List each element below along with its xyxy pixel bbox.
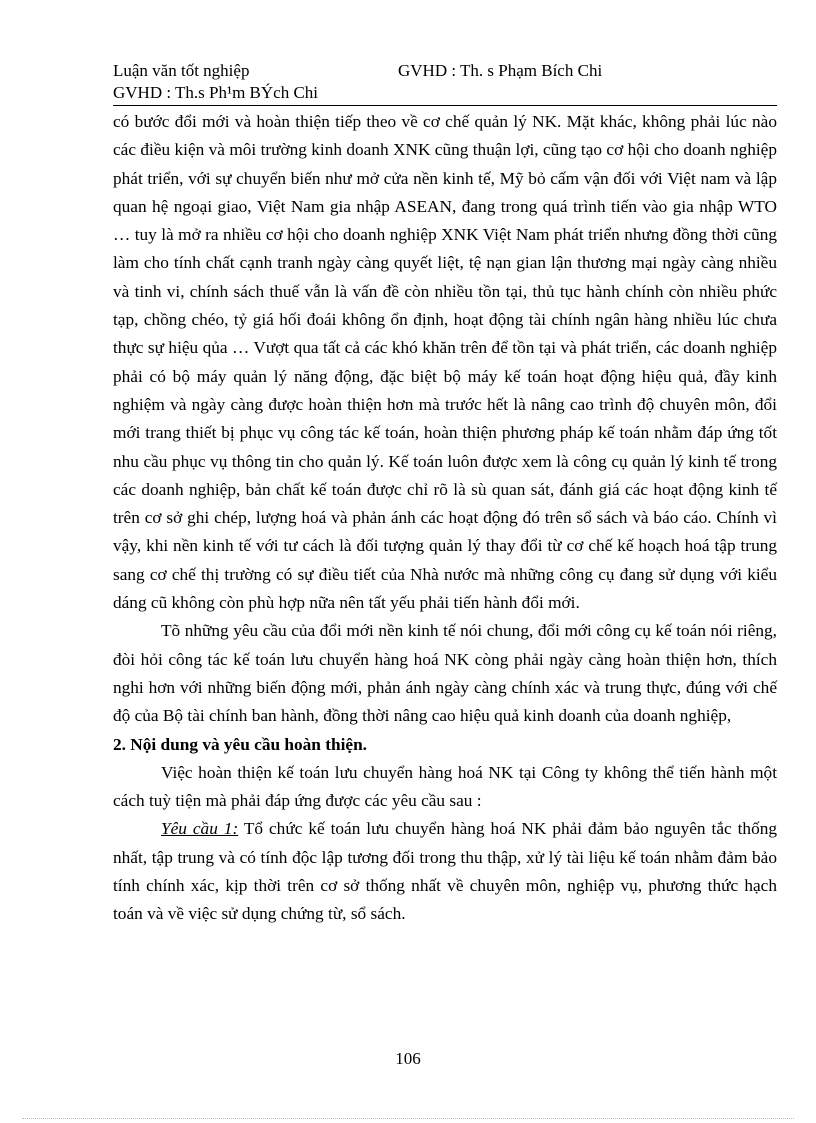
page-number: 106: [395, 1049, 421, 1068]
thesis-label: Luận văn tốt nghiệp: [113, 61, 250, 80]
paragraph-continuation: có bước đổi mới và hoàn thiện tiếp theo về cơ chế quản lý NK. Mặt khác, không phải lúc nào các điều kiện và môi trường kinh doanh XNK cũng thuận lợi, cũng tạo cơ hội cho doanh nghiệp phát triển, với sự chuyển biến như mở cửa nền kinh tế, Mỹ bỏ cấm vận đối với Việt nam và lập quan hệ ngoại giao, Việt Nam gia nhập ASEAN, đang trong quá trình tiến vào gia nhập WTO … tuy là mở ra nhiều cơ hội cho doanh nghiệp XNK Việt Nam phát triển nhưng đồng thời cũng làm cho tính chất cạnh tranh ngày càng quyết liệt, tệ nạn gian lận thương mại ngày càng nhiều và tinh vi, chính sách thuế vẫn là vấn đề còn nhiều tồn tại, thủ tục hành chính còn nhiều phức tạp, chồng chéo, tỷ giá hối đoái không ổn định, hoạt động tài chính ngân hàng nhiều lúc chưa thực sự hiệu qủa … Vượt qua tất cả các khó khăn trên để tồn tại và phát triển, các doanh nghiệp phải có bộ máy quản lý năng động, đặc biệt bộ máy kế toán hoạt động hiệu quả, đầy kinh nghiệm và ngày càng được hoàn thiện hơn mà trước hết là nâng cao trình độ chuyên môn, đổi mới trang thiết bị phục vụ công tác kế toán, hoàn thiện phương pháp kế toán nhằm đáp ứng tốt nhu cầu phục vụ thông tin cho quản lý. Kế toán luôn được xem là công cụ quản lý kinh tế trong các doanh nghiệp, bản chất kế toán được chỉ rõ là sù quan sát, đánh giá các hoạt động kinh tế trên cơ sở ghi chép, lượng hoá và phản ánh các hoạt động đó trên sổ sách và báo cáo. Chính vì vậy, khi nền kinh tế với tư cách là đối tượng quản lý thay đổi từ cơ chế kế hoạch hoá tập trung sang cơ chế thị trường có sự điều tiết của Nhà nước mà những công cụ đang sử dụng với kiểu dáng cũ không còn phù hợp nữa nên tất yếu phải tiến hành đổi mới.: [113, 112, 777, 613]
requirement-1-paragraph: [113, 815, 777, 928]
advisor-label-garbled: GVHD : Th.s Ph¹m BÝch Chi: [113, 83, 319, 102]
page-header: [113, 60, 777, 106]
document-body: [113, 108, 777, 929]
header-row-2: [113, 82, 777, 104]
page-bottom-divider: [22, 1118, 794, 1119]
paragraph-requirements-context: Tõ những yêu cầu của đổi mới nền kinh tế nói chung, đổi mới công cụ kế toán nói riêng, đòi hỏi công tác kế toán lưu chuyển hàng hoá NK còng phải ngày càng hoàn thiện hơn, thích nghi hơn với những biến động mới, phản ánh ngày càng chính xác và trung thực, đúng với chế độ của Bộ tài chính ban hành, đồng thời nâng cao hiệu quả kinh doanh của doanh nghiệp,: [113, 621, 777, 726]
requirement-1-label: Yêu cầu 1:: [161, 819, 239, 839]
advisor-label: GVHD : Th. s Phạm Bích Chi: [398, 61, 603, 80]
header-row-1: [113, 60, 777, 82]
section-heading: 2. Nội dung và yêu cầu hoàn thiện.: [113, 734, 367, 754]
requirement-1-text: Tổ chức kế toán lưu chuyển hàng hoá NK phải đảm bảo nguyên tắc thống nhất, tập trung và có tính độc lập tương đối trong thu thập, xử lý tài liệu kế toán nhằm đảm bảo tính chính xác, kịp thời trên cơ sở thống nhất về chuyên môn, nghiệp vụ, phương thức hạch toán và về việc sử dụng chứng từ, sổ sách.: [113, 819, 777, 924]
section-intro: Việc hoàn thiện kế toán lưu chuyển hàng hoá NK tại Công ty không thể tiến hành một cách tuỳ tiện mà phải đáp ứng được các yêu cầu sau :: [113, 762, 777, 811]
